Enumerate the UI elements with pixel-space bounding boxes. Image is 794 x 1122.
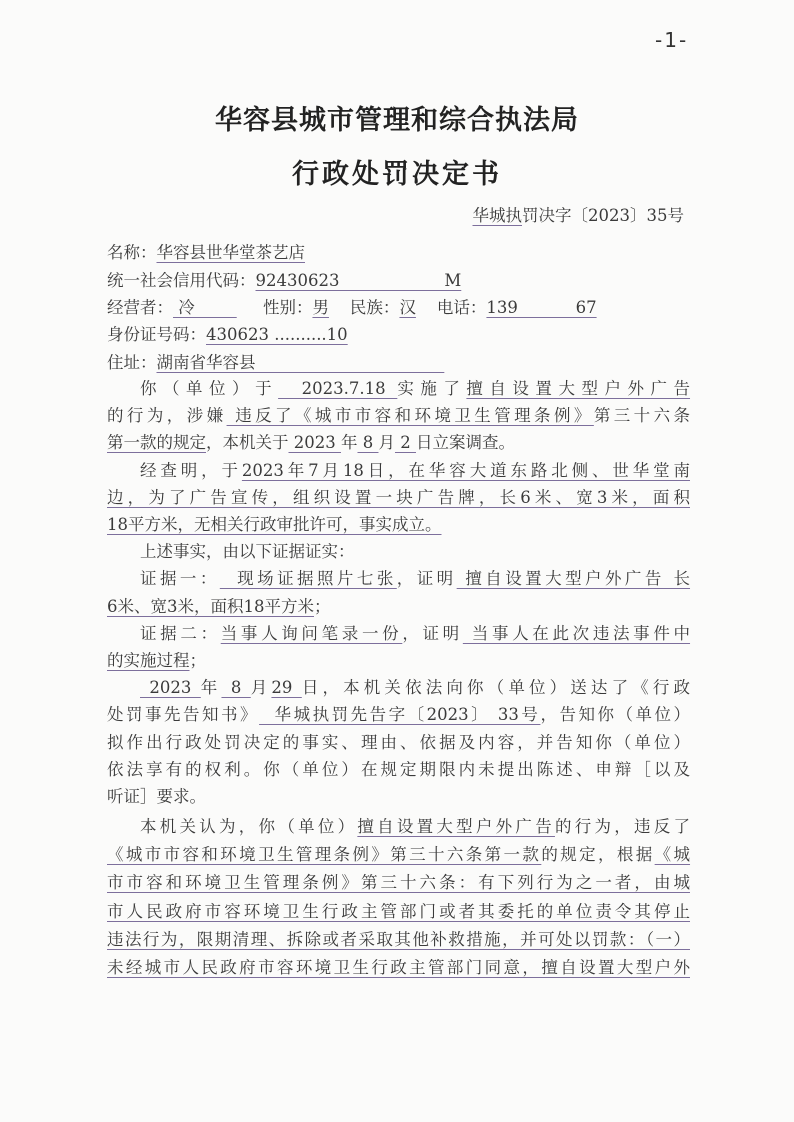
filled-field-text: 《城市市容和环境卫生管理条例》第三十六条第一款 [107,845,542,865]
filled-field-text: 2023 [140,678,201,698]
text-segment: ，本机关于 [206,433,289,453]
text-segment: 统一社会信用代码： [107,271,256,290]
text-line [107,432,690,454]
text-segment: ，证明 [396,569,457,589]
text-line [107,270,690,292]
text-segment: 名称： [107,243,157,262]
text-line [107,929,690,951]
text-segment: 经查明，于 [140,460,242,480]
text-line [107,378,690,400]
text-segment: 住址： [107,353,157,372]
text-segment: 身份证号码： [107,325,206,344]
filled-field-text: 华城执罚先告字〔2023〕 33号 [259,705,541,725]
text-segment: 的规定，根据 [541,845,655,865]
text-line [107,844,690,866]
text-segment: 的行为，涉嫌 [107,406,227,426]
filled-field-text: 当事人询问笔录一份 [220,623,403,643]
filled-field-text: 2 [394,433,416,453]
text-segment: 的行为，违反了 [554,817,691,836]
text-segment: 证据二： [140,623,221,643]
filled-field-text: 当事人在此次违法事件中 [462,623,691,643]
text-line [107,460,690,482]
text-segment: 经营者： [107,298,173,317]
filled-field-text: 2023 [288,433,341,453]
filled-field-text: 市市容和环境卫生管理条例》第三十六条：有下列行为之一者，由城 [107,873,690,893]
filled-field-text: 2023.7.18 [278,379,398,398]
filled-field-text: 29 [271,678,302,698]
filled-field-text: 冷 [173,298,237,317]
filled-field-text: 92430623 M [255,271,462,290]
text-segment: ，告知你（单位） [540,705,690,725]
text-line [107,352,690,374]
filled-field-text: 擅自设置大型户外广告 长 [456,569,691,589]
text-line [107,568,690,590]
filled-field-text: 8 [221,678,251,698]
text-line [107,957,690,979]
text-segment: ； [314,596,331,616]
filled-field-text: 2023年7月18日，在华容大道东路北侧、世华堂南 [241,460,690,480]
filled-field-text: 擅自设置大型户外广告 [466,379,691,398]
text-line [107,541,690,563]
filled-field-text [256,353,445,372]
filled-field-text: 边，为了广告宣传，组织设置一块广告牌，长6米、宽3米，面积 [107,487,690,507]
text-line [107,786,690,808]
text-segment: 本机关认为，你（单位） [140,817,358,836]
text-segment: 上述事实，由以下证据证实： [140,542,355,562]
text-segment: 听证］要求。 [107,787,206,806]
filled-field-text: 市人民政府市容环境卫生行政主管部门或者其委托的单位责令其停止 [107,901,690,921]
filled-field-text: 擅自设置大型户外广告 [357,817,555,836]
filled-field-text: 6米、宽3米，面积18平方米 [107,596,314,616]
text-line [107,596,690,618]
filled-field-text: 现场证据照片七张 [219,569,397,589]
agency-title: 华容县城市管理和综合执法局 [215,105,579,136]
filled-field-text: 湖南省华容县 [156,353,256,372]
text-line [107,623,690,645]
text-segment: 性别： [236,298,313,317]
filled-field-text: 第一款的规定 [107,433,206,453]
text-line [107,677,690,699]
text-segment: 依法享有的权利。你（单位）在规定期限内未提出陈述、申辩［以及 [107,759,690,779]
text-segment: 月 [250,678,272,698]
text-segment: 年 [200,678,222,698]
text-segment: 日立案调查。 [415,433,515,453]
text-line [107,487,690,509]
text-segment: 月 [378,433,395,453]
text-segment: ，证明 [402,623,463,643]
text-segment: 电话： [415,298,487,317]
text-line [107,732,690,754]
reference-rest: 罚决字〔2023〕35号 [522,206,684,225]
text-segment: 民族： [328,298,400,317]
text-line [107,514,690,536]
text-line [107,405,690,427]
text-line [107,297,690,319]
text-segment: 处罚事先告知书》 [107,705,260,725]
text-line [107,759,690,781]
filled-field-text: 430623 ..........10 [206,325,348,344]
filled-field-text: 的实施过程 [107,651,190,670]
text-line [107,872,690,894]
text-line [107,650,690,672]
filled-field-text: 华容县世华堂茶艺店 [156,243,305,262]
document-title: 行政处罚决定书 [292,159,502,190]
text-line [107,704,690,726]
filled-field-text: 《城 [654,845,691,865]
filled-field-text: 男 [312,298,329,317]
filled-field-text: 139 67 [486,298,597,317]
filled-field-text: 8 [357,433,379,453]
page-number: -1- [655,28,689,52]
filled-field-text: 违反了《城市市容和环境卫生管理条例》 [226,406,594,426]
text-segment: 日，本机关依法向你（单位）送达了《行政 [301,678,691,698]
text-segment: 年 [340,433,358,453]
reference-prefix: 华城执 [472,206,522,225]
text-segment: 你（单位）于 [140,379,279,398]
text-segment: 第三十六条 [593,406,691,426]
text-line [107,324,690,346]
text-line [107,816,690,838]
filled-field-text: 汉 [399,298,416,317]
text-segment: 拟作出行政处罚决定的事实、理由、依据及内容，并告知你（单位） [107,732,690,752]
text-line [107,901,690,923]
document-reference-number [473,202,685,226]
text-segment: 证据一： [140,569,220,589]
text-segment: ； [189,651,206,670]
filled-field-text: 未经城市人民政府市容环境卫生行政主管部门同意，擅自设置大型户外 [107,958,690,977]
filled-field-text: 违法行为，限期清理、拆除或者采取其他补救措施，并可处以罚款：（一） [107,929,690,949]
filled-field-text: 18平方米，无相关行政审批许可，事实成立。 [107,515,442,534]
text-segment: 实施了 [397,379,467,398]
text-line [107,242,690,264]
